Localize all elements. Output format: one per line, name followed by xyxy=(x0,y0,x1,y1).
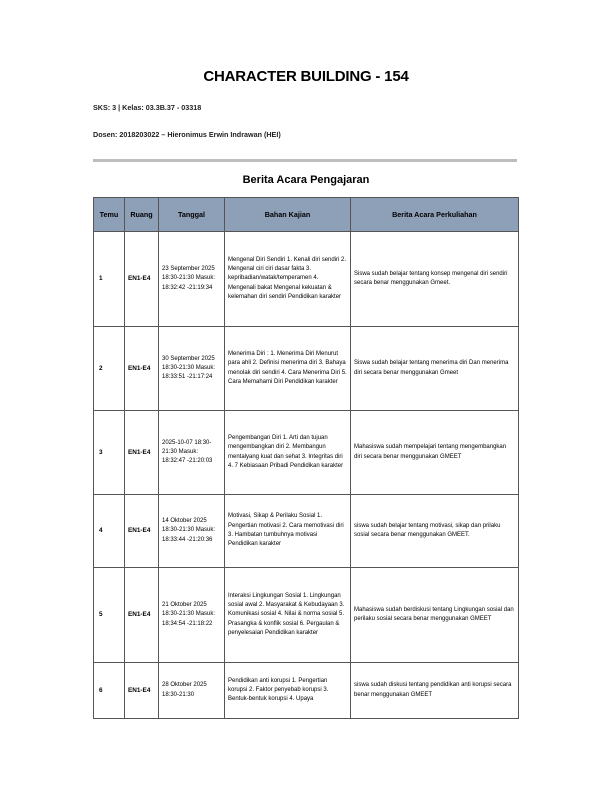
table-row xyxy=(94,568,519,663)
cell-tanggal: 28 Oktober 2025 18:30-21:30 xyxy=(159,663,225,719)
table-row xyxy=(94,495,519,568)
cell-bahan-kajian: Menerima Diri : 1. Menerima Diri Menurut para ahli 2. Definisi menerima diri 3. Bahaya menolak diri sendiri 4. Cara Menerima Diri 5. Cara Memahami Diri Pendidikan karakter xyxy=(225,327,351,411)
cell-bahan-kajian: Motivasi, Sikap & Perilaku Sosial 1. Pengertian motivasi 2. Cara memotivasi diri 3. Hambatan tumbuhnya motivasi Pendidikan karakter xyxy=(225,495,351,568)
cell-tanggal: 23 September 2025 18:30-21:30 Masuk: 18:32:42 -21:19:34 xyxy=(159,232,225,327)
cell-ruang: EN1-E4 xyxy=(125,495,159,568)
cell-tanggal: 2025-10-07 18:30-21:30 Masuk: 18:32:47 -21:20:03 xyxy=(159,411,225,495)
cell-ruang: EN1-E4 xyxy=(125,411,159,495)
header-temu: Temu xyxy=(94,198,125,232)
cell-bahan-kajian: Pengembangan Diri 1. Arti dan tujuan mengembangkan diri 2. Membangun mentalyang kuat dan sehat 3. Integritas diri 4. 7 Kebiasaan Pribadi Pendidikan karakter xyxy=(225,411,351,495)
header-ruang: Ruang xyxy=(125,198,159,232)
header-berita-acara: Berita Acara Perkuliahan xyxy=(351,198,519,232)
table-row xyxy=(94,327,519,411)
cell-berita-acara: Siswa sudah belajar tentang menerima diri Dan menerima diri secara benar menggunakan Gmeet xyxy=(351,327,519,411)
section-divider xyxy=(93,159,517,162)
cell-temu: 2 xyxy=(94,327,125,411)
cell-berita-acara: Mahasiswa sudah berdiskusi tentang Lingkungan sosial dan perilaku sosial secara benar menggunakan GMEET xyxy=(351,568,519,663)
cell-temu: 1 xyxy=(94,232,125,327)
course-info: SKS: 3 | Kelas: 03.3B.37 - 03318 xyxy=(93,103,202,112)
cell-bahan-kajian: Interaksi Lingkungan Sosial 1. Lingkungan sosial awal 2. Masyarakat & Kebudayaan 3. Komunikasi sosial 4. Nilai & norma sosial 5. Prasangka & konflik sosial 6. Pergaulan & penyelesaian Pendidikan karakter xyxy=(225,568,351,663)
cell-ruang: EN1-E4 xyxy=(125,232,159,327)
table-row xyxy=(94,663,519,719)
cell-temu: 3 xyxy=(94,411,125,495)
cell-ruang: EN1-E4 xyxy=(125,327,159,411)
section-title: Berita Acara Pengajaran xyxy=(242,174,370,186)
cell-ruang: EN1-E4 xyxy=(125,663,159,719)
table-row xyxy=(94,411,519,495)
cell-temu: 5 xyxy=(94,568,125,663)
cell-berita-acara: siswa sudah diskusi tentang pendidikan anti korupsi secara benar menggunakan GMEET xyxy=(351,663,519,719)
cell-bahan-kajian: Pendidikan anti korupsi 1. Pengertian korupsi 2. Faktor penyebab korupsi 3. Bentuk-bentuk korupsi 4. Upaya xyxy=(225,663,351,719)
cell-tanggal: 21 Oktober 2025 18:30-21:30 Masuk: 18:34:54 -21:18:22 xyxy=(159,568,225,663)
document-title: CHARACTER BUILDING - 154 xyxy=(203,68,409,85)
cell-tanggal: 14 Oktober 2025 18:30-21:30 Masuk: 18:33:44 -21:20:36 xyxy=(159,495,225,568)
cell-ruang: EN1-E4 xyxy=(125,568,159,663)
cell-berita-acara: Mahasiswa sudah mempelajari tentang mengembangkan diri secara benar menggunakan GMEET xyxy=(351,411,519,495)
cell-berita-acara: Siswa sudah belajar tentang konsep mengenal diri sendiri secara benar menggunakan Gmeet. xyxy=(351,232,519,327)
cell-temu: 4 xyxy=(94,495,125,568)
table-row xyxy=(94,232,519,327)
teaching-report-table xyxy=(93,197,519,719)
cell-temu: 6 xyxy=(94,663,125,719)
cell-tanggal: 30 September 2025 18:30-21:30 Masuk: 18:33:51 -21:17:24 xyxy=(159,327,225,411)
table-header-row xyxy=(94,198,519,232)
cell-berita-acara: siswa sudah belajar tentang motivasi, sikap dan prilaku sosial secara benar menggunakan GMEET. xyxy=(351,495,519,568)
header-tanggal: Tanggal xyxy=(159,198,225,232)
cell-bahan-kajian: Mengenal Diri Sendiri 1. Kenali diri sendiri 2. Mengenal ciri ciri dasar fakta 3. kepribadian/watak/temperamen 4. Mengenali bakat Mengenal kekuatan & kelemahan diri sendiri Pendidikan karakter xyxy=(225,232,351,327)
lecturer-info: Dosen: 2018203022 – Hieronimus Erwin Indrawan (HEI) xyxy=(93,130,281,139)
header-bahan-kajian: Bahan Kajian xyxy=(225,198,351,232)
